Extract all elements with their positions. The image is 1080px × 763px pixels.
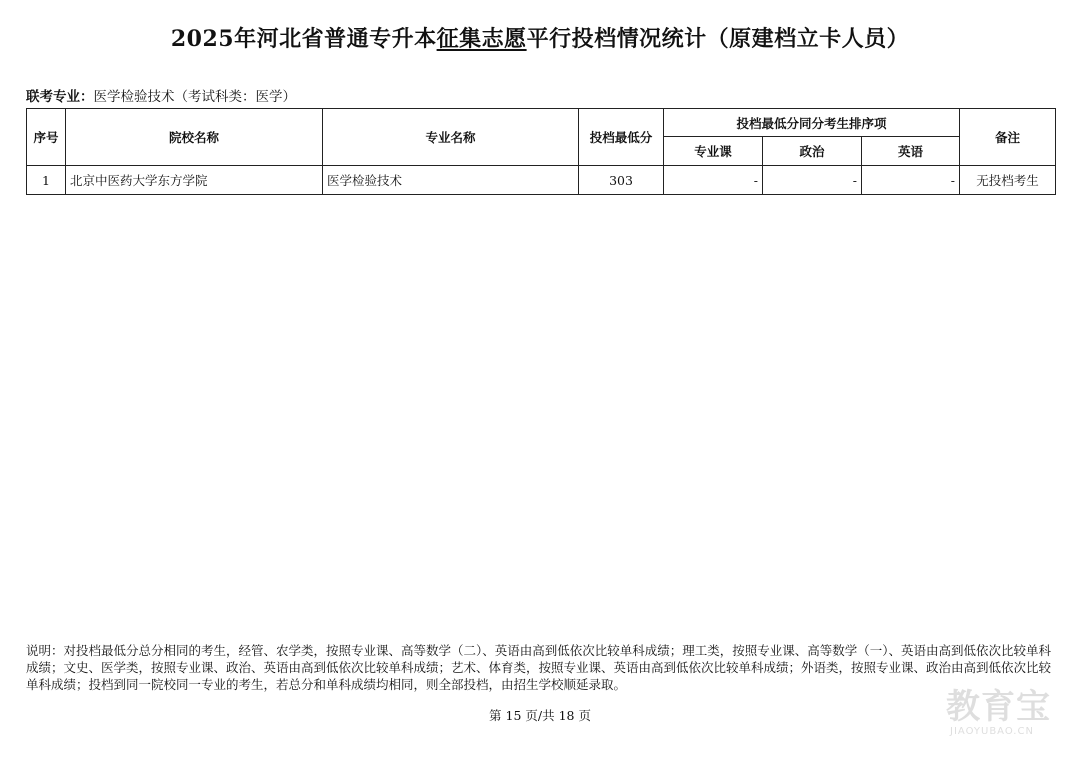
cell-major: 医学检验技术 (323, 166, 579, 195)
header-remark: 备注 (960, 109, 1056, 166)
watermark-text: 教育宝 (946, 687, 1051, 727)
cell-sub2: - (763, 166, 862, 195)
header-major: 专业名称 (323, 109, 579, 166)
cell-sub1: - (664, 166, 763, 195)
header-tie-break: 投档最低分同分考生排序项 (664, 109, 960, 137)
table-row (27, 166, 1056, 195)
major-label: 联考专业： (26, 89, 94, 105)
header-sub2: 政治 (763, 137, 862, 166)
page-title (0, 22, 1080, 53)
header-sub1: 专业课 (664, 137, 763, 166)
title-underlined: 征集志愿 (436, 26, 527, 52)
cell-remark: 无投档考生 (960, 166, 1056, 195)
explanation-note: 说明：对投档最低分总分相同的考生，经管、农学类，按照专业课、高等数学（二）、英语由高到低依次比较单科成绩；理工类，按照专业课、高等数学（一）、英语由高到低依次比较单科成绩；文史、医学类，按照专业课、政治、英语由高到低依次比较单科成绩；艺术、体育类，按照专业课、英语由高到低依次比较单科成绩；外语类，按照专业课、政治由高到低依次比较单科成绩；投档到同一院校同一专业的考生，若总分和单科成绩均相同，则全部投档，由招生学校顺延录取。 (26, 643, 1052, 692)
cell-min-score: 303 (579, 166, 664, 195)
header-sub3: 英语 (862, 137, 960, 166)
admission-table (26, 108, 1056, 195)
cell-seq: 1 (27, 166, 66, 195)
page-number: 第 15 页/共 18 页 (489, 708, 591, 723)
title-part1: 2025年河北省普通专升本 (170, 26, 437, 52)
cell-school: 北京中医药大学东方学院 (66, 166, 323, 195)
title-part2: 平行投档情况统计（原建档立卡人员） (526, 26, 910, 52)
header-min-score: 投档最低分 (579, 109, 664, 166)
major-line (26, 85, 296, 105)
header-seq: 序号 (27, 109, 66, 166)
major-value: 医学检验技术（考试科类：医学） (93, 89, 296, 105)
cell-sub3: - (862, 166, 960, 195)
watermark-logo (946, 688, 1066, 750)
watermark-url: JIAOYUBAO.CN (950, 726, 1034, 737)
header-school: 院校名称 (66, 109, 323, 166)
